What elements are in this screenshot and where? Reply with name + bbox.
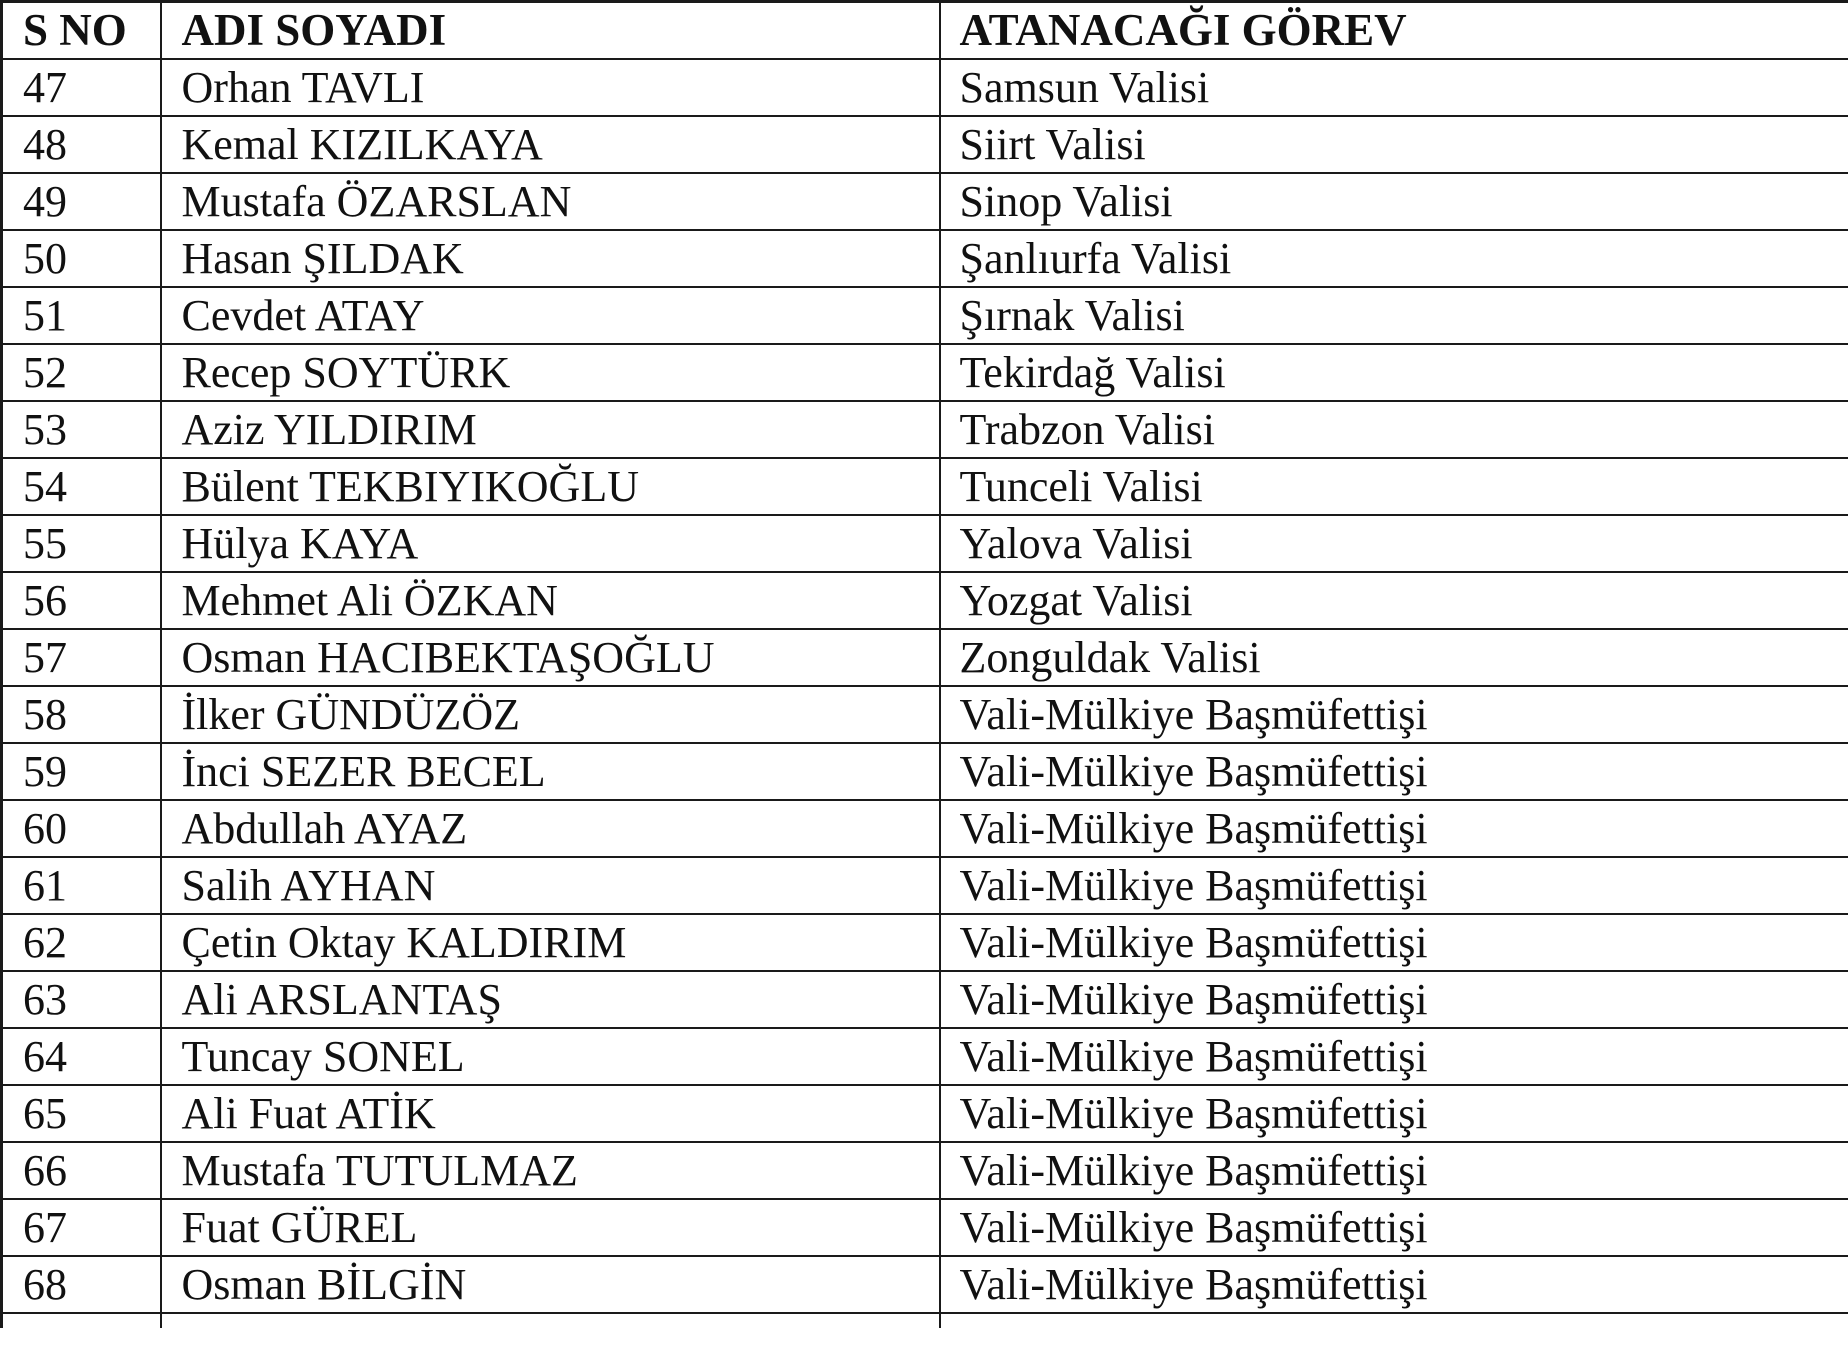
row-full-name: İnci SEZER BECEL: [161, 743, 940, 800]
row-full-name: Bülent TEKBIYIKOĞLU: [161, 458, 940, 515]
row-full-name: Orhan TAVLI: [161, 59, 940, 116]
row-assigned-duty: Samsun Valisi: [940, 59, 1848, 116]
row-full-name: Ali Fuat ATİK: [161, 1085, 940, 1142]
table-row: [2, 572, 1848, 629]
table-row: [2, 59, 1848, 116]
row-sequence-number: 60: [2, 800, 161, 857]
row-sequence-number: 52: [2, 344, 161, 401]
row-assigned-duty: Trabzon Valisi: [940, 401, 1848, 458]
row-assigned-duty: Vali-Mülkiye Başmüfettişi: [940, 1028, 1848, 1085]
row-assigned-duty: Siirt Valisi: [940, 116, 1848, 173]
table-row: [2, 629, 1848, 686]
row-assigned-duty: Vali-Mülkiye Başmüfettişi: [940, 800, 1848, 857]
row-assigned-duty: Vali-Mülkiye Başmüfettişi: [940, 857, 1848, 914]
row-full-name: Abdullah AYAZ: [161, 800, 940, 857]
row-full-name: Recep SOYTÜRK: [161, 344, 940, 401]
row-sequence-number: 56: [2, 572, 161, 629]
table-row: [2, 857, 1848, 914]
row-assigned-duty: Şırnak Valisi: [940, 287, 1848, 344]
row-sequence-number: 61: [2, 857, 161, 914]
row-full-name: Çetin Oktay KALDIRIM: [161, 914, 940, 971]
continuation-cell: [2, 1313, 161, 1328]
table-row: [2, 1028, 1848, 1085]
table-row: [2, 914, 1848, 971]
table-row: [2, 230, 1848, 287]
row-sequence-number: 54: [2, 458, 161, 515]
row-full-name: Mustafa ÖZARSLAN: [161, 173, 940, 230]
row-full-name: Cevdet ATAY: [161, 287, 940, 344]
row-assigned-duty: Tekirdağ Valisi: [940, 344, 1848, 401]
table-row: [2, 515, 1848, 572]
row-sequence-number: 55: [2, 515, 161, 572]
row-sequence-number: 57: [2, 629, 161, 686]
table-row: [2, 743, 1848, 800]
row-assigned-duty: Yalova Valisi: [940, 515, 1848, 572]
table-row: [2, 173, 1848, 230]
row-full-name: Mehmet Ali ÖZKAN: [161, 572, 940, 629]
row-sequence-number: 63: [2, 971, 161, 1028]
row-sequence-number: 67: [2, 1199, 161, 1256]
table-row: [2, 287, 1848, 344]
row-full-name: Osman BİLGİN: [161, 1256, 940, 1313]
row-assigned-duty: Şanlıurfa Valisi: [940, 230, 1848, 287]
table-row: [2, 344, 1848, 401]
row-full-name: Ali ARSLANTAŞ: [161, 971, 940, 1028]
table-row: [2, 1085, 1848, 1142]
table-row: [2, 1142, 1848, 1199]
header-row: [2, 2, 1848, 60]
table-row: [2, 800, 1848, 857]
row-assigned-duty: Vali-Mülkiye Başmüfettişi: [940, 686, 1848, 743]
table-body: [2, 59, 1848, 1313]
row-sequence-number: 49: [2, 173, 161, 230]
row-sequence-number: 68: [2, 1256, 161, 1313]
row-full-name: Tuncay SONEL: [161, 1028, 940, 1085]
table-row: [2, 401, 1848, 458]
row-full-name: Fuat GÜREL: [161, 1199, 940, 1256]
continuation-cell: [161, 1313, 940, 1328]
row-full-name: Hülya KAYA: [161, 515, 940, 572]
row-sequence-number: 66: [2, 1142, 161, 1199]
table-header: [2, 2, 1848, 60]
row-assigned-duty: Vali-Mülkiye Başmüfettişi: [940, 971, 1848, 1028]
table-row: [2, 686, 1848, 743]
row-assigned-duty: Vali-Mülkiye Başmüfettişi: [940, 743, 1848, 800]
row-full-name: Hasan ŞILDAK: [161, 230, 940, 287]
row-assigned-duty: Vali-Mülkiye Başmüfettişi: [940, 1199, 1848, 1256]
row-sequence-number: 65: [2, 1085, 161, 1142]
row-assigned-duty: Sinop Valisi: [940, 173, 1848, 230]
row-assigned-duty: Tunceli Valisi: [940, 458, 1848, 515]
row-full-name: Aziz YILDIRIM: [161, 401, 940, 458]
table-row: [2, 971, 1848, 1028]
row-sequence-number: 48: [2, 116, 161, 173]
row-sequence-number: 62: [2, 914, 161, 971]
row-full-name: Mustafa TUTULMAZ: [161, 1142, 940, 1199]
row-sequence-number: 47: [2, 59, 161, 116]
row-sequence-number: 64: [2, 1028, 161, 1085]
row-assigned-duty: Yozgat Valisi: [940, 572, 1848, 629]
header-full-name: ADI SOYADI: [161, 2, 940, 60]
row-full-name: Kemal KIZILKAYA: [161, 116, 940, 173]
row-assigned-duty: Vali-Mülkiye Başmüfettişi: [940, 1256, 1848, 1313]
header-assigned-duty: ATANACAĞI GÖREV: [940, 2, 1848, 60]
row-assigned-duty: Zonguldak Valisi: [940, 629, 1848, 686]
table-row: [2, 116, 1848, 173]
row-sequence-number: 50: [2, 230, 161, 287]
row-sequence-number: 58: [2, 686, 161, 743]
row-full-name: İlker GÜNDÜZÖZ: [161, 686, 940, 743]
row-assigned-duty: Vali-Mülkiye Başmüfettişi: [940, 1142, 1848, 1199]
header-sequence-number: S NO: [2, 2, 161, 60]
table-row: [2, 1199, 1848, 1256]
row-full-name: Salih AYHAN: [161, 857, 940, 914]
row-sequence-number: 51: [2, 287, 161, 344]
table-continuation-row: [2, 1313, 1848, 1328]
row-assigned-duty: Vali-Mülkiye Başmüfettişi: [940, 1085, 1848, 1142]
row-full-name: Osman HACIBEKTAŞOĞLU: [161, 629, 940, 686]
table-row: [2, 1256, 1848, 1313]
continuation-cell: [940, 1313, 1848, 1328]
row-sequence-number: 59: [2, 743, 161, 800]
row-sequence-number: 53: [2, 401, 161, 458]
row-assigned-duty: Vali-Mülkiye Başmüfettişi: [940, 914, 1848, 971]
table-row: [2, 458, 1848, 515]
